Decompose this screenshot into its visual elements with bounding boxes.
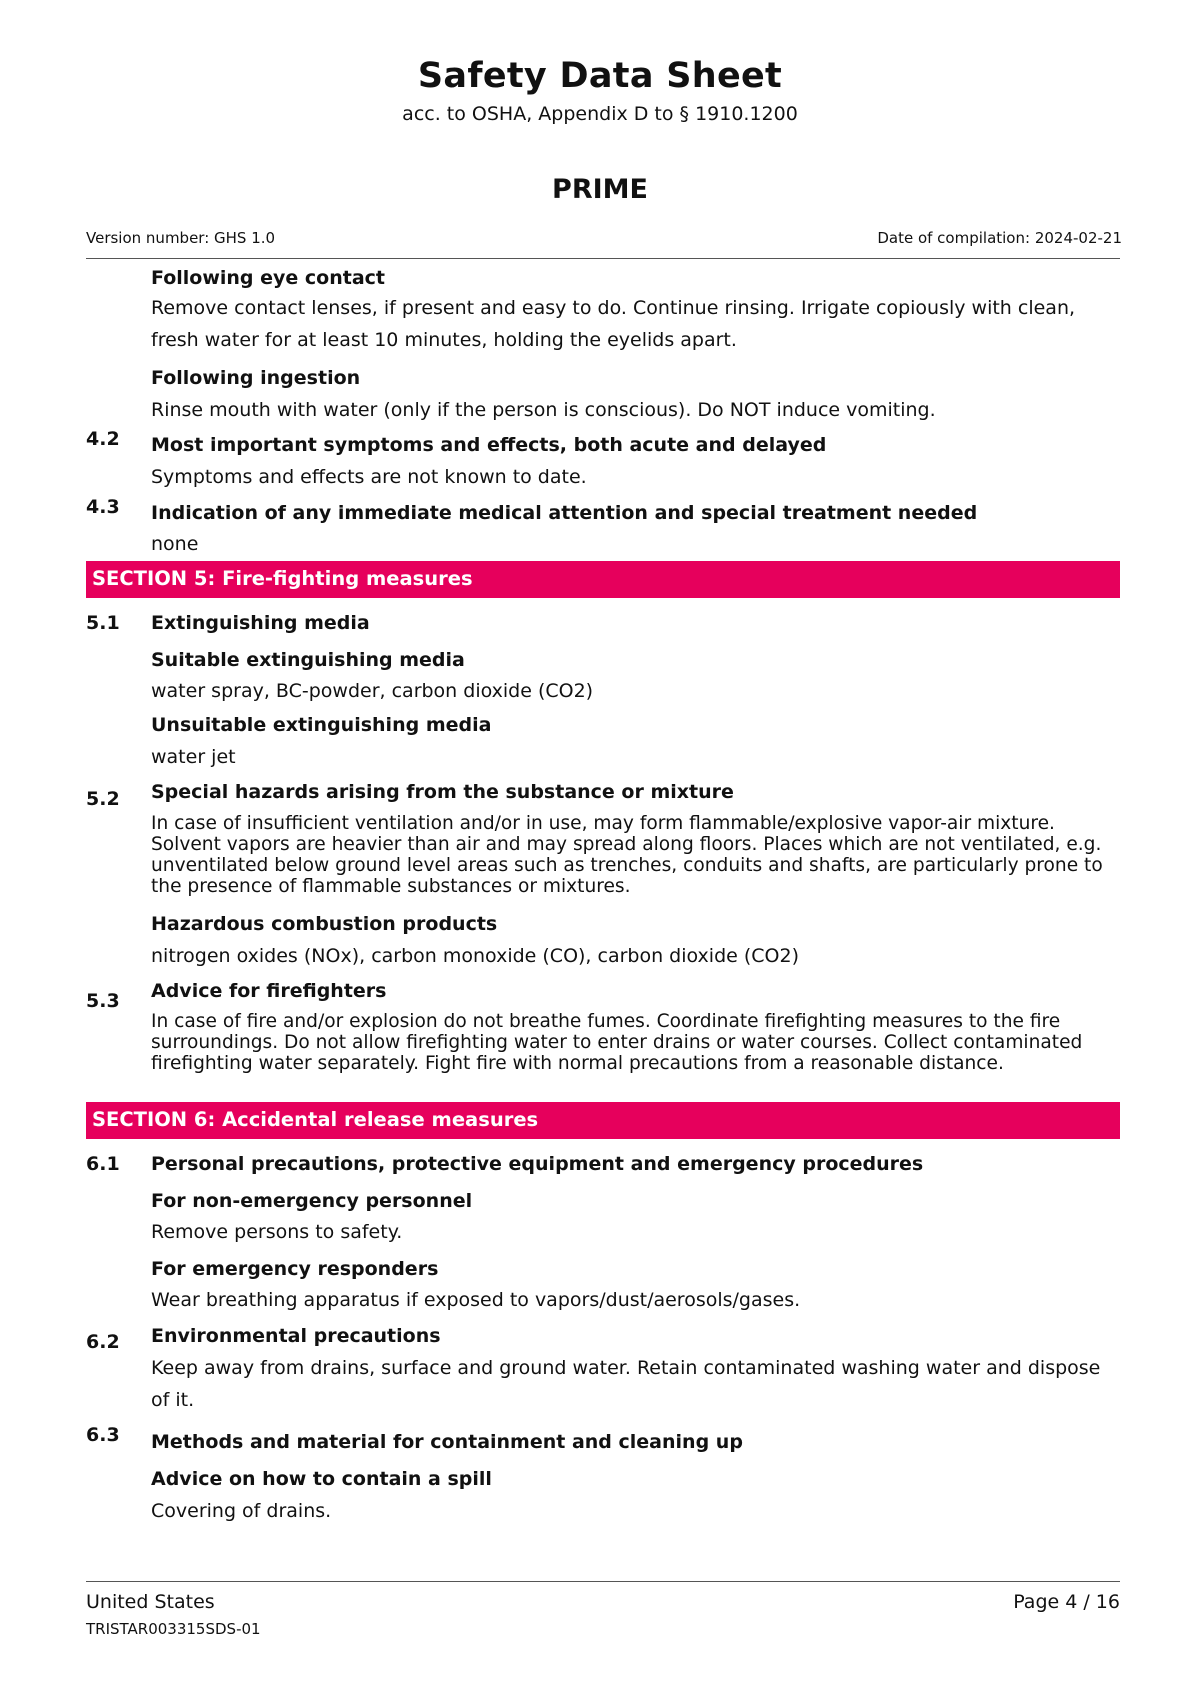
document-subtitle: acc. to OSHA, Appendix D to § 1910.1200	[402, 103, 798, 125]
section-5-bar	[86, 561, 1120, 598]
firefighters-advice-line2: surroundings. Do not allow firefighting water to enter drains or water courses. Collect contaminated	[151, 1032, 1083, 1053]
ingestion-heading: Following ingestion	[151, 367, 361, 389]
ingestion-text: Rinse mouth with water (only if the person is conscious). Do NOT induce vomiting.	[151, 399, 936, 421]
special-hazards-line3: unventilated below ground level areas such as trenches, conduits and shafts, are particularly prone to	[151, 855, 1103, 876]
symptoms-text: Symptoms and effects are not known to date.	[151, 466, 587, 488]
suitable-media-text: water spray, BC-powder, carbon dioxide (CO2)	[151, 680, 594, 702]
spill-advice-text: Covering of drains.	[151, 1500, 332, 1522]
suitable-media-heading: Suitable extinguishing media	[151, 649, 465, 671]
document-id: TRISTAR003315SDS-01	[86, 1620, 261, 1638]
footer-country: United States	[86, 1591, 215, 1613]
section-number-6-3: 6.3	[86, 1424, 120, 1446]
eye-contact-text-line1: Remove contact lenses, if present and easy to do. Continue rinsing. Irrigate copiously with clean,	[151, 297, 1076, 319]
product-name: PRIME	[552, 174, 648, 205]
section-number-5-2: 5.2	[86, 788, 120, 810]
unsuitable-media-heading: Unsuitable extinguishing media	[151, 714, 492, 736]
personal-precautions-heading: Personal precautions, protective equipment and emergency procedures	[151, 1153, 924, 1175]
environmental-precautions-line1: Keep away from drains, surface and ground water. Retain contaminated washing water and dispose	[151, 1357, 1101, 1379]
section-number-4-3: 4.3	[86, 496, 120, 518]
spill-advice-heading: Advice on how to contain a spill	[151, 1468, 492, 1490]
special-hazards-line4: the presence of flammable substances or mixtures.	[151, 876, 631, 897]
non-emergency-text: Remove persons to safety.	[151, 1221, 403, 1243]
medical-attention-heading: Indication of any immediate medical attention and special treatment needed	[151, 502, 978, 524]
special-hazards-heading: Special hazards arising from the substance or mixture	[151, 781, 734, 803]
section-6-bar	[86, 1102, 1120, 1139]
section-number-6-2: 6.2	[86, 1331, 120, 1353]
section-6-title: SECTION 6: Accidental release measures	[92, 1108, 539, 1131]
firefighters-advice-line1: In case of fire and/or explosion do not breathe fumes. Coordinate firefighting measures to the fire	[151, 1011, 1061, 1032]
unsuitable-media-text: water jet	[151, 746, 236, 768]
document-title: Safety Data Sheet	[417, 56, 783, 96]
section-number-5-1: 5.1	[86, 612, 120, 634]
emergency-responders-text: Wear breathing apparatus if exposed to vapors/dust/aerosols/gases.	[151, 1289, 801, 1311]
page-number: Page 4 / 16	[1013, 1591, 1120, 1613]
environmental-precautions-line2: of it.	[151, 1389, 195, 1411]
firefighters-advice-heading: Advice for firefighters	[151, 980, 387, 1002]
symptoms-heading: Most important symptoms and effects, both acute and delayed	[151, 434, 827, 456]
containment-heading: Methods and material for containment and cleaning up	[151, 1431, 743, 1453]
section-number-4-2: 4.2	[86, 428, 120, 450]
header-divider	[86, 258, 1120, 259]
footer-divider	[86, 1581, 1120, 1582]
eye-contact-heading: Following eye contact	[151, 267, 386, 289]
combustion-products-heading: Hazardous combustion products	[151, 913, 498, 935]
section-number-6-1: 6.1	[86, 1153, 120, 1175]
non-emergency-heading: For non-emergency personnel	[151, 1190, 473, 1212]
combustion-products-text: nitrogen oxides (NOx), carbon monoxide (CO), carbon dioxide (CO2)	[151, 945, 800, 967]
special-hazards-line1: In case of insufficient ventilation and/or in use, may form flammable/explosive vapor-air mixture.	[151, 813, 1055, 834]
emergency-responders-heading: For emergency responders	[151, 1258, 439, 1280]
extinguishing-media-heading: Extinguishing media	[151, 612, 370, 634]
firefighters-advice-line3: firefighting water separately. Fight fire with normal precautions from a reasonable distance.	[151, 1053, 1004, 1074]
section-5-title: SECTION 5: Fire-fighting measures	[92, 567, 473, 590]
environmental-precautions-heading: Environmental precautions	[151, 1325, 441, 1347]
special-hazards-line2: Solvent vapors are heavier than air and may spread along floors. Places which are not ventilated, e.g.	[151, 834, 1102, 855]
version-number: Version number: GHS 1.0	[86, 229, 276, 247]
section-number-5-3: 5.3	[86, 990, 120, 1012]
eye-contact-text-line2: fresh water for at least 10 minutes, holding the eyelids apart.	[151, 329, 737, 351]
compilation-date: Date of compilation: 2024-02-21	[877, 229, 1122, 247]
medical-attention-text: none	[151, 533, 199, 555]
